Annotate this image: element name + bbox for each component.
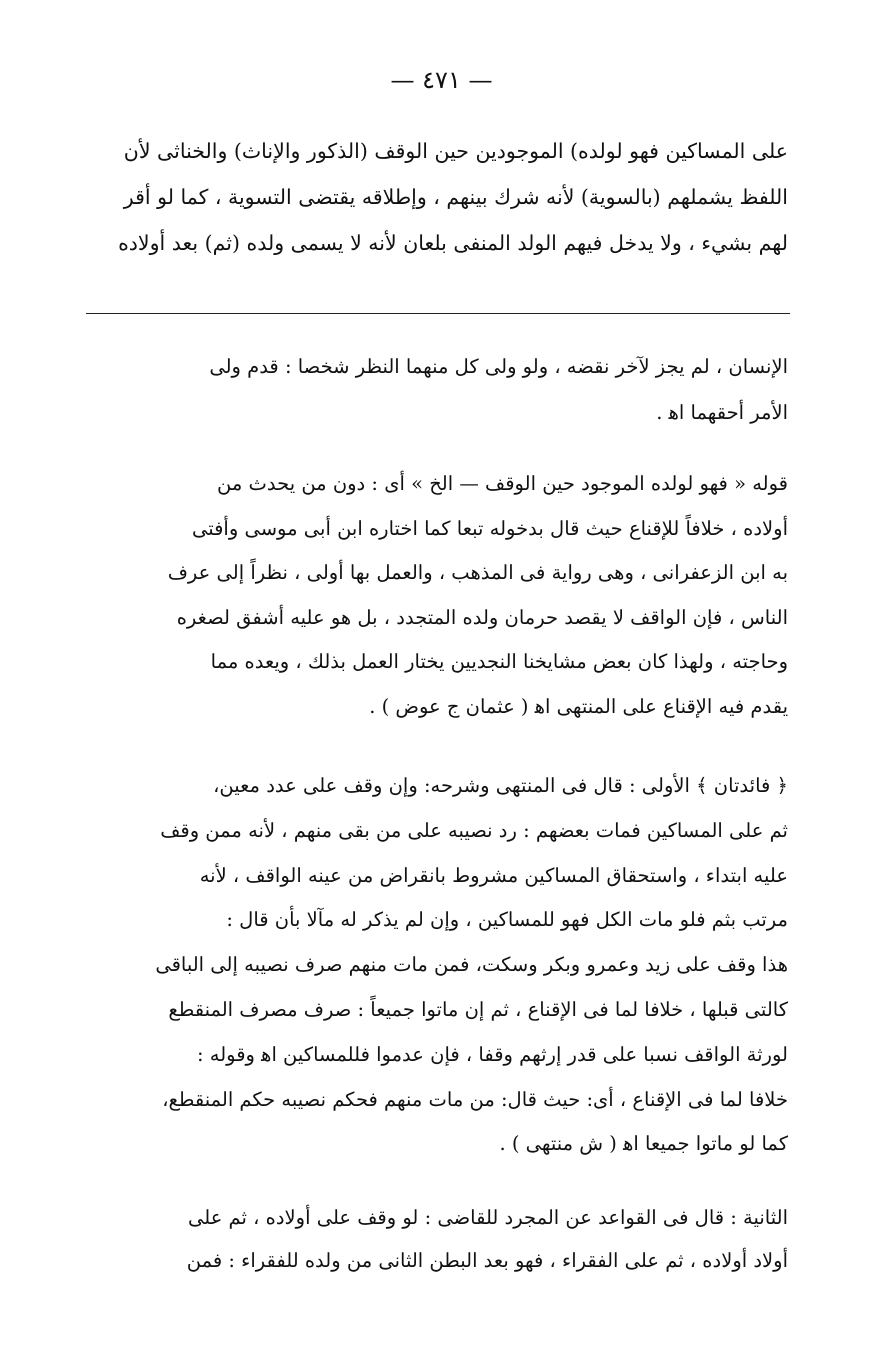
footnote-line: مرتب بثم فلو مات الكل فهو للمساكين ، وإن لم يذكر له مآلا بأن قال : [226,908,788,932]
footnote-line: أولاد أولاده ، ثم على الفقراء ، فهو بعد البطن الثانى من ولده للفقراء : فمن [186,1249,788,1272]
footnote-line: أولاده ، خلافاً للإقناع حيث قال بدخوله تبعا كما اختاره ابن أبى موسى وأفتى [191,516,788,540]
footnote-continuation [95,344,788,436]
main-text-line: على المساكين فهو لولده) الموجودين حين الوقف (الذكور والإناث) والخناثى لأن [123,139,788,163]
footnote-line: قوله « فهو لولده الموجود حين الوقف — الخ » أى : دون من يحدث من [217,472,788,495]
footnote-line: الإنسان ، لم يجز لآخر نقضه ، ولو ولى كل منهما النظر شخصا : قدم ولى [209,355,788,378]
footnote-line: عليه ابتداء ، واستحقاق المساكين مشروط بانقراض من عينه الواقف ، لأنه [199,863,788,887]
main-text-line: اللفظ يشملهم (بالسوية) لأنه شرك بينهم ، وإطلاقه يقتضى التسوية ، كما لو أقر [123,185,788,209]
footnote-line: كما لو ماتوا جميعا اﻫ ( ش منتهى ) . [499,1132,788,1156]
main-text-line: لهم بشيء ، ولا يدخل فيهم الولد المنفى بلعان لأنه لا يسمى ولده (ثم) بعد أولاده [118,231,788,255]
footnote-line: كالتى قبلها ، خلافا لما فى الإقناع ، ثم إن ماتوا جميعاً : صرف مصرف المنقطع [168,997,788,1021]
footnote-line: الثانية : قال فى القواعد عن المجرد للقاضى : لو وقف على أولاده ، ثم على [188,1206,788,1229]
footnote-line: لورثة الواقف نسبا على قدر إرثهم وقفا ، فإن عدموا فللمساكين اﻫ وقوله : [196,1042,788,1066]
footnote-line: ﴿ فائدتان ﴾ الأولى : قال فى المنتهى وشرحه: وإن وقف على عدد معين، [213,774,788,797]
footnote-qawluhu [95,462,788,729]
footnote-line: ثم على المساكين فمات بعضهم : رد نصيبه على من بقى منهم ، لأنه ممن وقف [160,818,788,842]
footnote-line: يقدم فيه الإقناع على المنتهى اﻫ ( عثمان ج عوض ) . [369,694,788,718]
footnote-line: الناس ، فإن الواقف لا يقصد حرمان ولده المتجدد ، بل هو عليه أشفق لصغره [176,605,788,629]
page-number: — ٤٧١ — [390,66,493,94]
footnote-divider [86,313,790,314]
footnote-line: الأمر أحقهما اﻫ . [656,401,788,424]
footnote-line: خلافا لما فى الإقناع ، أى: حيث قال: من مات منهم فحكم نصيبه حكم المنقطع، [162,1087,788,1111]
main-text [95,128,788,266]
footnote-line: وحاجته ، ولهذا كان بعض مشايخنا النجديين يختار العمل بذلك ، ويعده مما [210,650,788,673]
footnote-line: هذا وقف على زيد وعمرو وبكر وسكت، فمن مات منهم صرف نصيبه إلى الباقى [155,953,788,977]
footnote-faidatan [95,764,788,1167]
footnote-line: به ابن الزعفرانى ، وهى رواية فى المذهب ، والعمل بها أولى ، نظراً إلى عرف [167,561,788,584]
footnote-thaniya [95,1196,788,1282]
